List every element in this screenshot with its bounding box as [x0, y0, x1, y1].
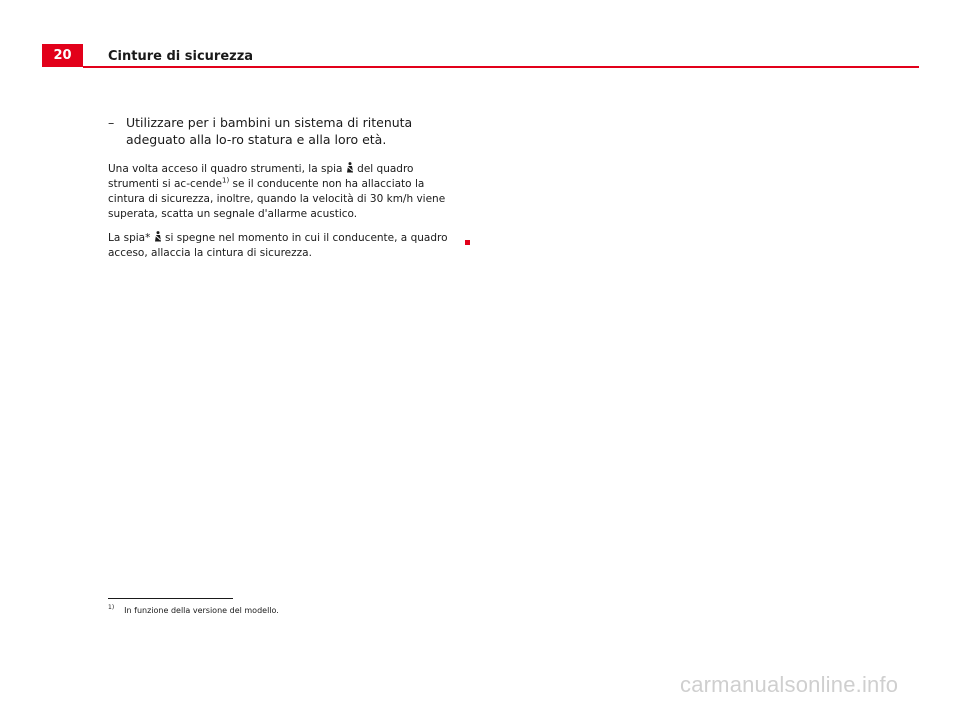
footnote-ref: 1) — [222, 176, 230, 185]
footnote — [108, 604, 279, 615]
content-column — [108, 114, 464, 270]
page-number: 20 — [42, 44, 83, 67]
seatbelt-warning-icon — [154, 231, 162, 242]
header-rule — [83, 66, 919, 68]
watermark: carmanualsonline.info — [680, 672, 899, 697]
seatbelt-warning-icon — [346, 162, 354, 173]
list-item-text: Utilizzare per i bambini un sistema di ritenuta adeguato alla lo-ro statura e alla loro età. — [126, 115, 413, 147]
section-end-marker — [465, 240, 470, 245]
footnote-rule — [108, 598, 233, 599]
bullet-dash: – — [108, 115, 115, 130]
paragraph-text: del quadro strumenti si ac-cende — [108, 163, 414, 190]
footnote-mark: 1) — [108, 604, 115, 611]
paragraph-text: La spia* — [108, 232, 151, 244]
paragraph-text: Una volta acceso il quadro strumenti, la spia — [108, 163, 343, 175]
paragraph-text: si spegne nel momento in cui il conducente, a quadro acceso, allaccia la cintura di sicurezza. — [108, 232, 448, 259]
paragraph-text: se il conducente non ha allacciato la cintura di sicurezza, inoltre, quando la velocità di 30 km/h viene superata, scatta un segnale d'allarme acustico. — [108, 178, 446, 220]
paragraph-light-off — [108, 231, 464, 261]
footnote-text: In funzione della versione del modello. — [124, 606, 279, 615]
paragraph-warning-light — [108, 162, 464, 222]
list-item — [108, 114, 464, 148]
page-title: Cinture di sicurezza — [108, 49, 254, 64]
